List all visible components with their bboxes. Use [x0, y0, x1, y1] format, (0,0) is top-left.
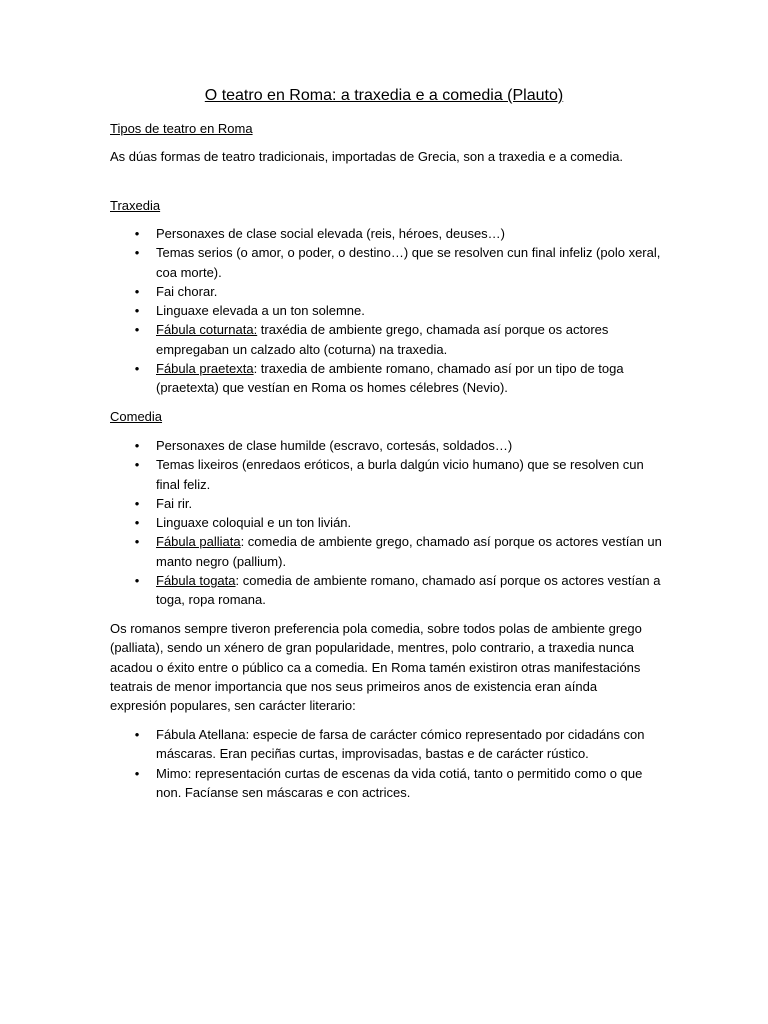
list-item-text: Personaxes de clase humilde (escravo, cortesás, soldados…): [156, 438, 513, 453]
list-item-text: Temas lixeiros (enredaos eróticos, a burla dalgún vicio humano) que se resolven cun final feliz.: [156, 457, 644, 492]
bullet-icon: •: [134, 245, 140, 261]
bullet-icon: •: [134, 765, 140, 781]
list-item-text: Mimo: representación curtas de escenas da vida cotiá, tanto o permitido como o que non. Facíanse sen máscaras e con actrices.: [156, 765, 643, 800]
list-item-text: : comedia de ambiente grego, chamado así porque os actores vestían un manto negro (pallium).: [156, 534, 662, 569]
list-item-label: Fábula coturnata:: [156, 322, 258, 338]
bullet-icon: •: [134, 361, 140, 377]
bullet-icon: •: [134, 573, 140, 589]
list-item-text: Temas serios (o amor, o poder, o destino…) que se resolven cun final infeliz (polo xeral, coa morte).: [156, 245, 661, 280]
list-item: [110, 532, 665, 571]
list-item-text: Personaxes de clase social elevada (reis, héroes, deuses…): [156, 226, 506, 241]
bullet-icon: •: [134, 495, 140, 511]
list-item: [110, 436, 665, 455]
list-item-text: Linguaxe coloquial e un ton livián.: [156, 515, 352, 531]
list-item-label: Fábula togata: [156, 573, 236, 589]
list-item: [110, 764, 665, 803]
bullet-icon: •: [134, 303, 140, 319]
list-item-text: Fai chorar.: [156, 283, 218, 299]
other-forms-list: [110, 725, 665, 802]
list-item-text: : traxedia de ambiente romano, chamado así por un tipo de toga (praetexta) que vestían en Roma os homes célebres (Nevio).: [156, 361, 624, 396]
section-heading-traxedia: Traxedia: [110, 198, 161, 213]
bullet-icon: •: [134, 515, 140, 531]
bullet-icon: •: [134, 283, 140, 299]
list-item: [110, 725, 665, 764]
bullet-icon: •: [134, 322, 140, 338]
list-item-text: traxédia de ambiente grego, chamada así porque os actores empregaban un calzado alto (coturna) na traxedia.: [156, 322, 609, 357]
list-item: [110, 301, 665, 320]
list-item-text: Fai rir.: [156, 495, 193, 511]
list-item: [110, 243, 665, 282]
page-title: O teatro en Roma: a traxedia e a comedia (Plauto): [204, 87, 564, 104]
list-item: [110, 455, 665, 494]
list-item-text: Fábula Atellana: especie de farsa de carácter cómico representado por cidadáns con máscaras. Eran peciñas curtas, improvisadas, bastas e de carácter rústico.: [156, 727, 645, 762]
list-item: [110, 320, 665, 359]
bullet-icon: •: [134, 727, 140, 742]
list-item: [110, 359, 665, 398]
list-item: [110, 224, 665, 243]
traxedia-list: [110, 224, 665, 398]
bullet-icon: •: [134, 438, 140, 453]
list-item: [110, 571, 665, 610]
list-item-label: Fábula palliata: [156, 534, 241, 550]
list-item: [110, 282, 665, 301]
closing-paragraph: Os romanos sempre tiveron preferencia pola comedia, sobre todos polas de ambiente grego (palliata), sendo un xénero de gran popularidade, mentres, polo contrario, a traxedia nunca acadou o éxito entre o público ca a comedia. En Roma tamén existiron otras manifestacións teatrais de menor importancia que nos seus primeiros anos de existencia eran aínda expresión populares, sen carácter literario:: [110, 621, 642, 714]
list-item-text: : comedia de ambiente romano, chamado así porque os actores vestían a toga, ropa romana.: [156, 573, 661, 608]
section-heading-comedia: Comedia: [110, 409, 163, 424]
bullet-icon: •: [134, 226, 140, 241]
bullet-icon: •: [134, 457, 140, 473]
bullet-icon: •: [134, 534, 140, 550]
section-heading-tipos: Tipos de teatro en Roma: [110, 121, 253, 136]
list-item-label: Fábula praetexta: [156, 361, 254, 377]
comedia-list: [110, 436, 665, 610]
list-item: [110, 513, 665, 532]
intro-paragraph: As dúas formas de teatro tradicionais, importadas de Grecia, son a traxedia e a comedia.: [110, 149, 624, 164]
list-item-text: Linguaxe elevada a un ton solemne.: [156, 303, 365, 319]
list-item: [110, 494, 665, 513]
